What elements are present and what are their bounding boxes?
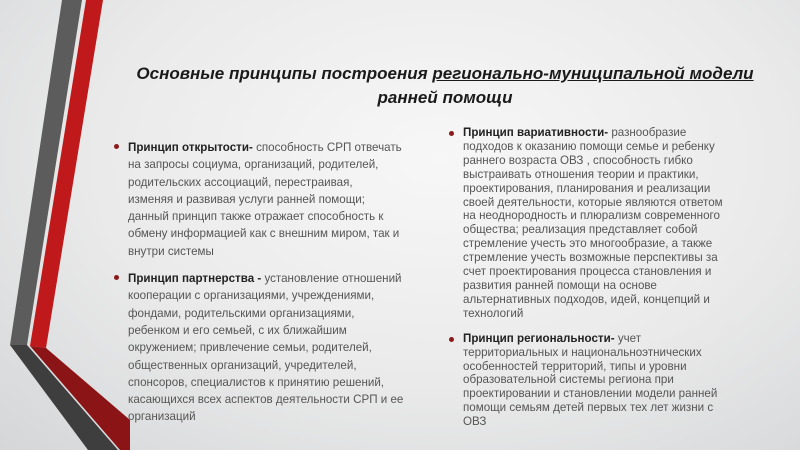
- title-underlined-text: регионально-муниципальной модели: [432, 64, 754, 83]
- principle-line: [128, 322, 448, 339]
- principle-line: [128, 339, 448, 356]
- principle-text: стремление учесть возможные перспективы за: [463, 251, 718, 265]
- principle-line: [463, 332, 763, 346]
- principle-text: установление отношений: [261, 272, 402, 286]
- principle-text: своей деятельности, которые являются ответом: [463, 195, 723, 209]
- principle-line: [128, 287, 448, 304]
- principle-text: особенностей территорий, типы и уровни: [463, 359, 687, 373]
- slide-title: [110, 62, 780, 110]
- principle-line: [463, 387, 763, 401]
- principle-text: стремление учесть это многообразие, а также: [463, 237, 713, 251]
- bullet-icon: [449, 337, 454, 342]
- left-column: [128, 139, 448, 426]
- principle-text: помощи семьям детей первых тех лет жизни с: [463, 401, 714, 415]
- principle-line: [128, 156, 448, 173]
- principle-line: [128, 374, 448, 391]
- title-text-line2: ранней помощи: [377, 88, 513, 107]
- principle-line: [463, 401, 763, 415]
- principle-line: [128, 305, 448, 322]
- principle-text: обмену информацией как с внешним миром, так и: [128, 227, 400, 241]
- principle-text: проектировании и становлении модели ранней: [463, 387, 718, 401]
- principle-text: внутри системы: [128, 244, 214, 258]
- principle-line: [463, 126, 763, 140]
- principle-item: [463, 332, 763, 429]
- principle-text: фондами, родительскими организациями,: [128, 306, 355, 320]
- principle-text: ребенком и его семьей, с их ближайшим: [128, 323, 347, 337]
- principle-line: [463, 265, 763, 279]
- principle-text: спонсоров, специалистов к принятию решений,: [128, 375, 385, 389]
- principle-text: на неоднородность и плюрализм современного: [463, 209, 720, 223]
- principle-line: [463, 279, 763, 293]
- principle-heading: Принцип открытости-: [128, 141, 253, 154]
- principle-text: организаций: [128, 410, 196, 424]
- principle-item: [128, 139, 448, 260]
- principle-line: [128, 243, 448, 260]
- principle-text: родительских ассоциаций, перестраивая,: [128, 175, 353, 189]
- principle-line: [128, 208, 448, 225]
- principle-text: способность СРП отвечать: [252, 141, 402, 154]
- principle-text: учет: [614, 331, 642, 345]
- principle-text: общества; реализация представляет собой: [463, 223, 698, 237]
- principle-line: [128, 408, 448, 425]
- principle-text: изменяя и развивая услуги ранней помощи;: [128, 192, 365, 206]
- principle-line: [463, 415, 763, 429]
- principle-line: [128, 270, 448, 287]
- principle-line: [128, 391, 448, 408]
- principle-text: окружением; привлечение семьи, родителей,: [128, 341, 372, 355]
- principle-line: [463, 307, 763, 321]
- principle-text: выстраивать отношения теории и практики,: [463, 167, 699, 181]
- principle-text: на запросы социума, организаций, родителей,: [128, 158, 379, 172]
- principle-text: касающихся всех аспектов деятельности СРП и ее: [128, 393, 404, 407]
- principle-line: [463, 373, 763, 387]
- principle-text: технологий: [463, 306, 524, 320]
- right-column: [463, 126, 763, 429]
- principle-text: счет проектирования процесса становления и: [463, 265, 712, 279]
- principle-line: [463, 140, 763, 154]
- principle-line: [128, 174, 448, 191]
- principle-line: [463, 168, 763, 182]
- principle-line: [463, 209, 763, 223]
- principle-text: общественных организаций, учредителей,: [128, 358, 357, 372]
- principle-line: [463, 182, 763, 196]
- principle-text: образовательной системы региона при: [463, 373, 674, 387]
- principle-line: [128, 357, 448, 374]
- principle-text: ОВЗ: [463, 415, 487, 429]
- principle-line: [463, 237, 763, 251]
- principle-text: проектирования, планирования и реализации: [463, 181, 711, 195]
- principle-text: данный принцип также отражает способность к: [128, 210, 384, 224]
- principle-line: [463, 346, 763, 360]
- principle-text: кооперации с организациями, учреждениями,: [128, 289, 375, 303]
- principle-item: [128, 270, 448, 426]
- principle-line: [463, 360, 763, 374]
- principle-line: [463, 223, 763, 237]
- bullet-icon: [449, 131, 454, 136]
- principle-line: [463, 251, 763, 265]
- principle-heading: Принцип вариативности-: [463, 126, 609, 139]
- principle-text: развития ранней помощи на основе: [463, 278, 657, 292]
- bullet-icon: [114, 144, 119, 149]
- principle-line: [463, 196, 763, 210]
- principle-text: разнообразие: [608, 126, 687, 139]
- principle-text: подходов к оказанию помощи семье и ребенку: [463, 139, 715, 153]
- principle-line: [128, 191, 448, 208]
- title-text: Основные принципы построения: [136, 64, 433, 83]
- principle-item: [463, 126, 763, 321]
- principle-line: [463, 154, 763, 168]
- principle-line: [463, 293, 763, 307]
- principle-text: альтернативных подходов, идей, концепций и: [463, 292, 710, 306]
- principle-heading: Принцип региональности-: [463, 331, 615, 345]
- principle-heading: Принцип партнерства -: [128, 272, 262, 286]
- principle-line: [128, 225, 448, 242]
- principle-text: территориальных и национальноэтнических: [463, 345, 702, 359]
- principle-text: раннего возраста ОВЗ , способность гибко: [463, 153, 693, 167]
- principle-line: [128, 139, 448, 156]
